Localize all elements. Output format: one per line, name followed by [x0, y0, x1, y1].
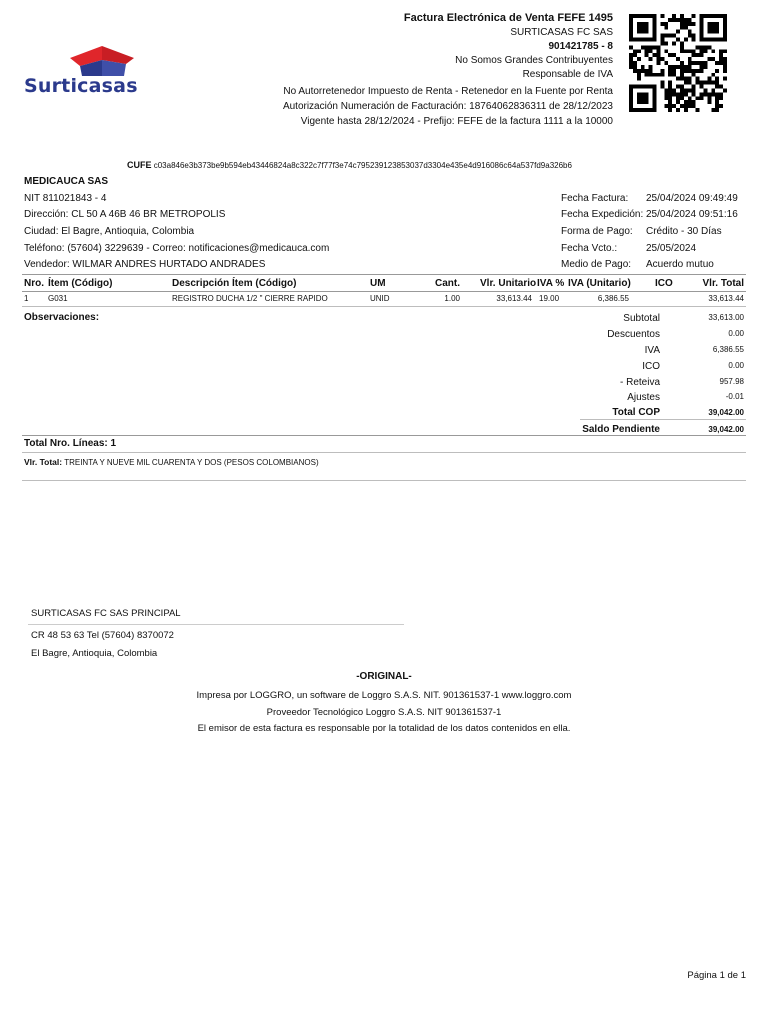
cufe-label: CUFE — [127, 160, 152, 170]
info-label: Fecha Vcto.: — [561, 243, 618, 254]
info-value: Crédito - 30 Días — [646, 226, 722, 237]
total-value: 6,386.55 — [712, 345, 744, 354]
issuer-responsibility: El emisor de esta factura es responsable por la totalidad de los datos contenidos en ella. — [197, 723, 571, 734]
cell-desc: REGISTRO DUCHA 1/2 " CIERRE RAPIDO — [172, 294, 328, 303]
original-stamp: -ORIGINAL- — [356, 671, 412, 682]
summary-bottom-rule — [22, 480, 746, 481]
branch-address: CR 48 53 63 Tel (57604) 8370072 — [31, 630, 174, 641]
col-header-ico: ICO — [655, 278, 673, 289]
client-name: MEDICAUCA SAS — [24, 176, 109, 187]
total-label: ICO — [642, 361, 660, 372]
client-nit: NIT 811021843 - 4 — [24, 193, 107, 204]
numbering-authorization: Autorización Numeración de Facturación: 18764062836311 de 28/12/2023 — [282, 101, 613, 112]
info-value: 25/04/2024 09:49:49 — [646, 193, 738, 204]
info-label: Fecha Factura: — [561, 193, 629, 204]
cell-cant: 1.00 — [444, 294, 460, 303]
branch-rule — [28, 624, 404, 625]
cell-um: UNID — [370, 294, 390, 303]
total-value: -0.01 — [725, 392, 744, 401]
col-header-vunit: Vlr. Unitario — [480, 278, 537, 289]
invoice-title: Factura Electrónica de Venta FEFE 1495 — [403, 12, 613, 24]
info-value: Acuerdo mutuo — [646, 259, 714, 270]
total-cop-value: 39,042.00 — [708, 408, 744, 417]
total-in-words — [24, 457, 319, 467]
cell-iva-pct: 19.00 — [539, 294, 560, 303]
balance-due-label: Saldo Pendiente — [582, 424, 660, 435]
cell-vunit: 33,613.44 — [496, 294, 532, 303]
client-city: Ciudad: El Bagre, Antioquia, Colombia — [24, 226, 195, 237]
branch-city: El Bagre, Antioquia, Colombia — [31, 648, 158, 659]
total-value: 33,613.00 — [708, 313, 744, 322]
tax-regime-1: No Somos Grandes Contribuyentes — [455, 55, 613, 66]
surticasas-logo — [22, 44, 182, 100]
printed-by: Impresa por LOGGRO, un software de Loggro S.A.S. NIT. 901361537-1 www.loggro.com — [196, 690, 572, 701]
cufe — [127, 160, 572, 170]
col-header-um: UM — [370, 278, 386, 289]
col-header-nro: Nro. — [24, 278, 44, 289]
info-label: Medio de Pago: — [561, 259, 632, 270]
tax-regime-2: Responsable de IVA — [522, 69, 613, 80]
cell-vtotal: 33,613.44 — [708, 294, 744, 303]
col-header-desc: Descripción Ítem (Código) — [172, 278, 297, 289]
total-label: IVA — [644, 345, 660, 356]
seller: Vendedor: WILMAR ANDRES HURTADO ANDRADES — [24, 259, 266, 270]
table-top-rule — [22, 274, 746, 275]
info-label: Fecha Expedición: — [561, 209, 644, 220]
issuer-nit: 901421785 - 8 — [548, 41, 613, 52]
branch-name: SURTICASAS FC SAS PRINCIPAL — [31, 608, 181, 619]
info-value: 25/05/2024 — [646, 243, 697, 254]
col-header-iva-pct: IVA % — [537, 278, 565, 289]
issuer-name: SURTICASAS FC SAS — [510, 27, 613, 38]
total-label: Descuentos — [607, 329, 660, 340]
numbering-validity: Vigente hasta 28/12/2024 - Prefijo: FEFE de la factura 1111 a la 10000 — [300, 116, 613, 127]
total-cop-label: Total COP — [612, 407, 660, 418]
total-value: 957.98 — [719, 377, 744, 386]
logo-wordmark: Surticasas — [24, 75, 138, 97]
table-header-rule — [22, 291, 746, 292]
table-row-rule — [22, 306, 746, 307]
info-label: Forma de Pago: — [561, 226, 633, 237]
tech-provider: Proveedor Tecnológico Loggro S.A.S. NIT 901361537-1 — [266, 707, 502, 718]
observations-label: Observaciones: — [24, 312, 100, 323]
client-address: Dirección: CL 50 A 46B 46 BR METROPOLIS — [24, 209, 226, 220]
cufe-value: c03a846e3b373be9b594eb43446824a8c322c7f77f3e74c795239123853037d3304e435e4d916086c64a537fd9a326b6 — [153, 161, 572, 170]
page-number: Página 1 de 1 — [687, 970, 746, 981]
total-value: 0.00 — [728, 361, 744, 370]
cell-nro: 1 — [24, 294, 29, 303]
total-value: 0.00 — [728, 329, 744, 338]
col-header-iva-unit: IVA (Unitario) — [568, 278, 631, 289]
col-header-item: Ítem (Código) — [48, 278, 113, 289]
total-in-words-value: TREINTA Y NUEVE MIL CUARENTA Y DOS (PESOS COLOMBIANOS) — [64, 458, 319, 467]
total-in-words-label: Vlr. Total: — [24, 457, 63, 467]
qr-code-icon — [628, 14, 728, 112]
summary-mid-rule — [22, 452, 746, 453]
balance-due-value: 39,042.00 — [708, 425, 744, 434]
client-phone-email: Teléfono: (57604) 3229639 - Correo: notificaciones@medicauca.com — [24, 243, 330, 254]
col-header-cant: Cant. — [435, 278, 460, 289]
totals-rule — [580, 419, 746, 420]
cell-iva-unit: 6,386.55 — [597, 294, 629, 303]
total-lines: Total Nro. Líneas: 1 — [24, 438, 117, 449]
total-label: - Reteiva — [619, 377, 660, 388]
summary-top-rule — [22, 435, 746, 436]
info-value: 25/04/2024 09:51:16 — [646, 209, 738, 220]
total-label: Ajustes — [627, 392, 660, 403]
total-label: Subtotal — [623, 313, 660, 324]
tax-regime-3: No Autorretenedor Impuesto de Renta - Retenedor en la Fuente por Renta — [283, 86, 613, 97]
col-header-vtotal: Vlr. Total — [702, 278, 744, 289]
cell-item: G031 — [48, 294, 68, 303]
